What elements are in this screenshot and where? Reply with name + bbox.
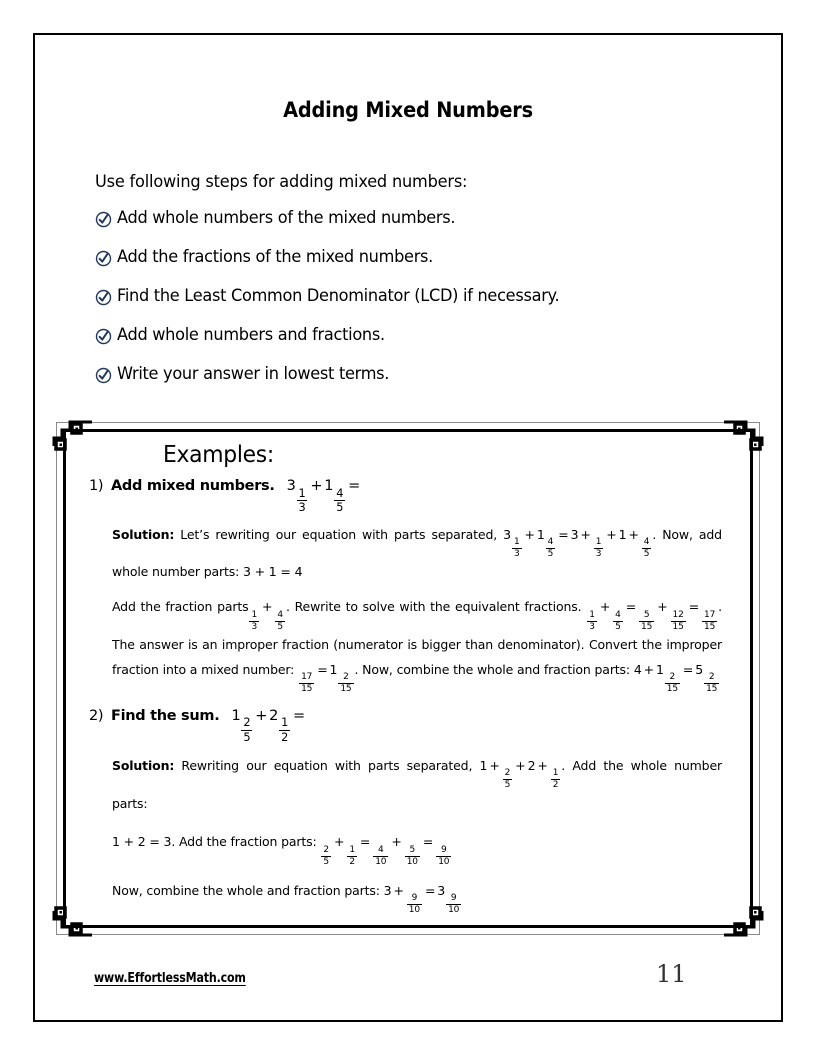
solution-text: Rewriting our equation with parts separated, bbox=[181, 758, 473, 774]
solution-label: Solution: bbox=[112, 758, 175, 774]
circled-check-icon bbox=[95, 208, 117, 228]
inline-equation: 3 + 1 = 4 bbox=[243, 564, 303, 580]
example-2-number: 2) bbox=[89, 707, 104, 724]
example-2-solution-para-2 bbox=[112, 828, 722, 866]
example-2-question bbox=[89, 708, 736, 743]
step-label: Add whole numbers of the mixed numbers. bbox=[117, 208, 456, 228]
circled-check-icon bbox=[95, 286, 117, 306]
example-2-prompt: Find the sum. bbox=[111, 707, 220, 724]
step-label: Add whole numbers and fractions. bbox=[117, 325, 385, 345]
footer-website-link[interactable]: www.EffortlessMath.com bbox=[94, 971, 246, 986]
solution-text: Let’s rewriting our equation with parts separated, bbox=[180, 527, 498, 543]
inline-equation: $\frac{1}{3}$ + $\frac{4}{5}$ = $\frac{5}{15}$ + $\frac{12}{15}$ = $\frac{17}{15}$ bbox=[589, 599, 716, 632]
circled-check-icon bbox=[95, 247, 117, 267]
examples-box bbox=[50, 416, 766, 941]
inline-equation: 1 + $\frac{2}{5}$ + 2 + $\frac{1}{2}$ bbox=[479, 758, 559, 791]
list-item bbox=[95, 208, 715, 247]
solution-text: . Now, combine the whole and fraction parts: bbox=[354, 661, 630, 677]
example-1-solution-para-2 bbox=[112, 594, 722, 694]
inline-equation: $\frac{2}{5}$ + $\frac{1}{2}$ = $\frac{4}{10}$ + $\frac{5}{10}$ = $\frac{9}{10}$ bbox=[323, 834, 450, 867]
solution-text: Now, combine the whole and fraction parts: bbox=[112, 882, 380, 898]
inline-equation: 1 + 2 = 3 bbox=[112, 834, 172, 850]
inline-equation: $\frac{17}{15}$ = 1 $\frac{2}{15}$ bbox=[301, 661, 352, 694]
circled-check-icon bbox=[95, 364, 117, 384]
example-2-solution-para-3 bbox=[112, 877, 722, 915]
example-1-number: 1) bbox=[89, 478, 104, 494]
intro-text: Use following steps for adding mixed numbers: bbox=[95, 172, 468, 192]
step-label: Write your answer in lowest terms. bbox=[117, 364, 390, 384]
list-item bbox=[95, 364, 715, 403]
solution-label: Solution: bbox=[112, 527, 175, 543]
example-1 bbox=[80, 478, 736, 694]
examples-heading: Examples: bbox=[163, 442, 274, 468]
step-label: Find the Least Common Denominator (LCD) if necessary. bbox=[117, 286, 560, 306]
solution-text: . Rewrite to solve with the equivalent fractions. bbox=[285, 599, 582, 615]
list-item bbox=[95, 325, 715, 364]
page-title: Adding Mixed Numbers bbox=[283, 98, 533, 122]
steps-list bbox=[95, 208, 715, 403]
examples-content bbox=[80, 442, 736, 915]
solution-text: . The answer is an improper fraction (numerator is bigger than denominator). Convert the improper fraction into a mixed number: bbox=[112, 599, 722, 677]
example-2-solution bbox=[112, 752, 722, 915]
step-label: Add the fractions of the mixed numbers. bbox=[117, 247, 434, 267]
list-item bbox=[95, 286, 715, 325]
list-item bbox=[95, 247, 715, 286]
example-1-question bbox=[89, 478, 736, 513]
solution-text: . Add the fraction parts: bbox=[171, 834, 317, 850]
footer-page-number: 11 bbox=[656, 960, 687, 988]
example-1-solution bbox=[112, 522, 722, 694]
circled-check-icon bbox=[95, 325, 117, 345]
example-2 bbox=[80, 708, 736, 915]
inline-equation: 3 $\frac{1}{3}$ + 1 $\frac{4}{5}$ = 3 + $\frac{1}{3}$ + 1 + $\frac{4}{5}$ . bbox=[503, 527, 657, 560]
example-2-solution-para-1 bbox=[112, 752, 722, 818]
example-1-prompt: Add mixed numbers. bbox=[111, 478, 275, 494]
solution-text: Now, add whole number parts: bbox=[112, 527, 722, 580]
inline-equation: 3 + $\frac{9}{10}$ = 3 $\frac{9}{10}$ bbox=[383, 882, 460, 915]
solution-text: . Add the whole number parts: bbox=[112, 758, 722, 812]
solution-text: Add the fraction parts bbox=[112, 599, 249, 615]
inline-equation: 4 + 1 $\frac{2}{15}$ = 5 $\frac{2}{15}$ bbox=[633, 661, 718, 694]
example-1-expression: 3 $\frac{1}{3}$ + 1 $\frac{4}{5}$ = bbox=[286, 478, 360, 514]
example-1-solution-para-1 bbox=[112, 522, 722, 584]
example-2-expression: 1 $\frac{2}{5}$ + 2 $\frac{1}{2}$ = bbox=[231, 707, 305, 744]
inline-equation: $\frac{1}{3}$ + $\frac{4}{5}$ bbox=[251, 599, 283, 632]
